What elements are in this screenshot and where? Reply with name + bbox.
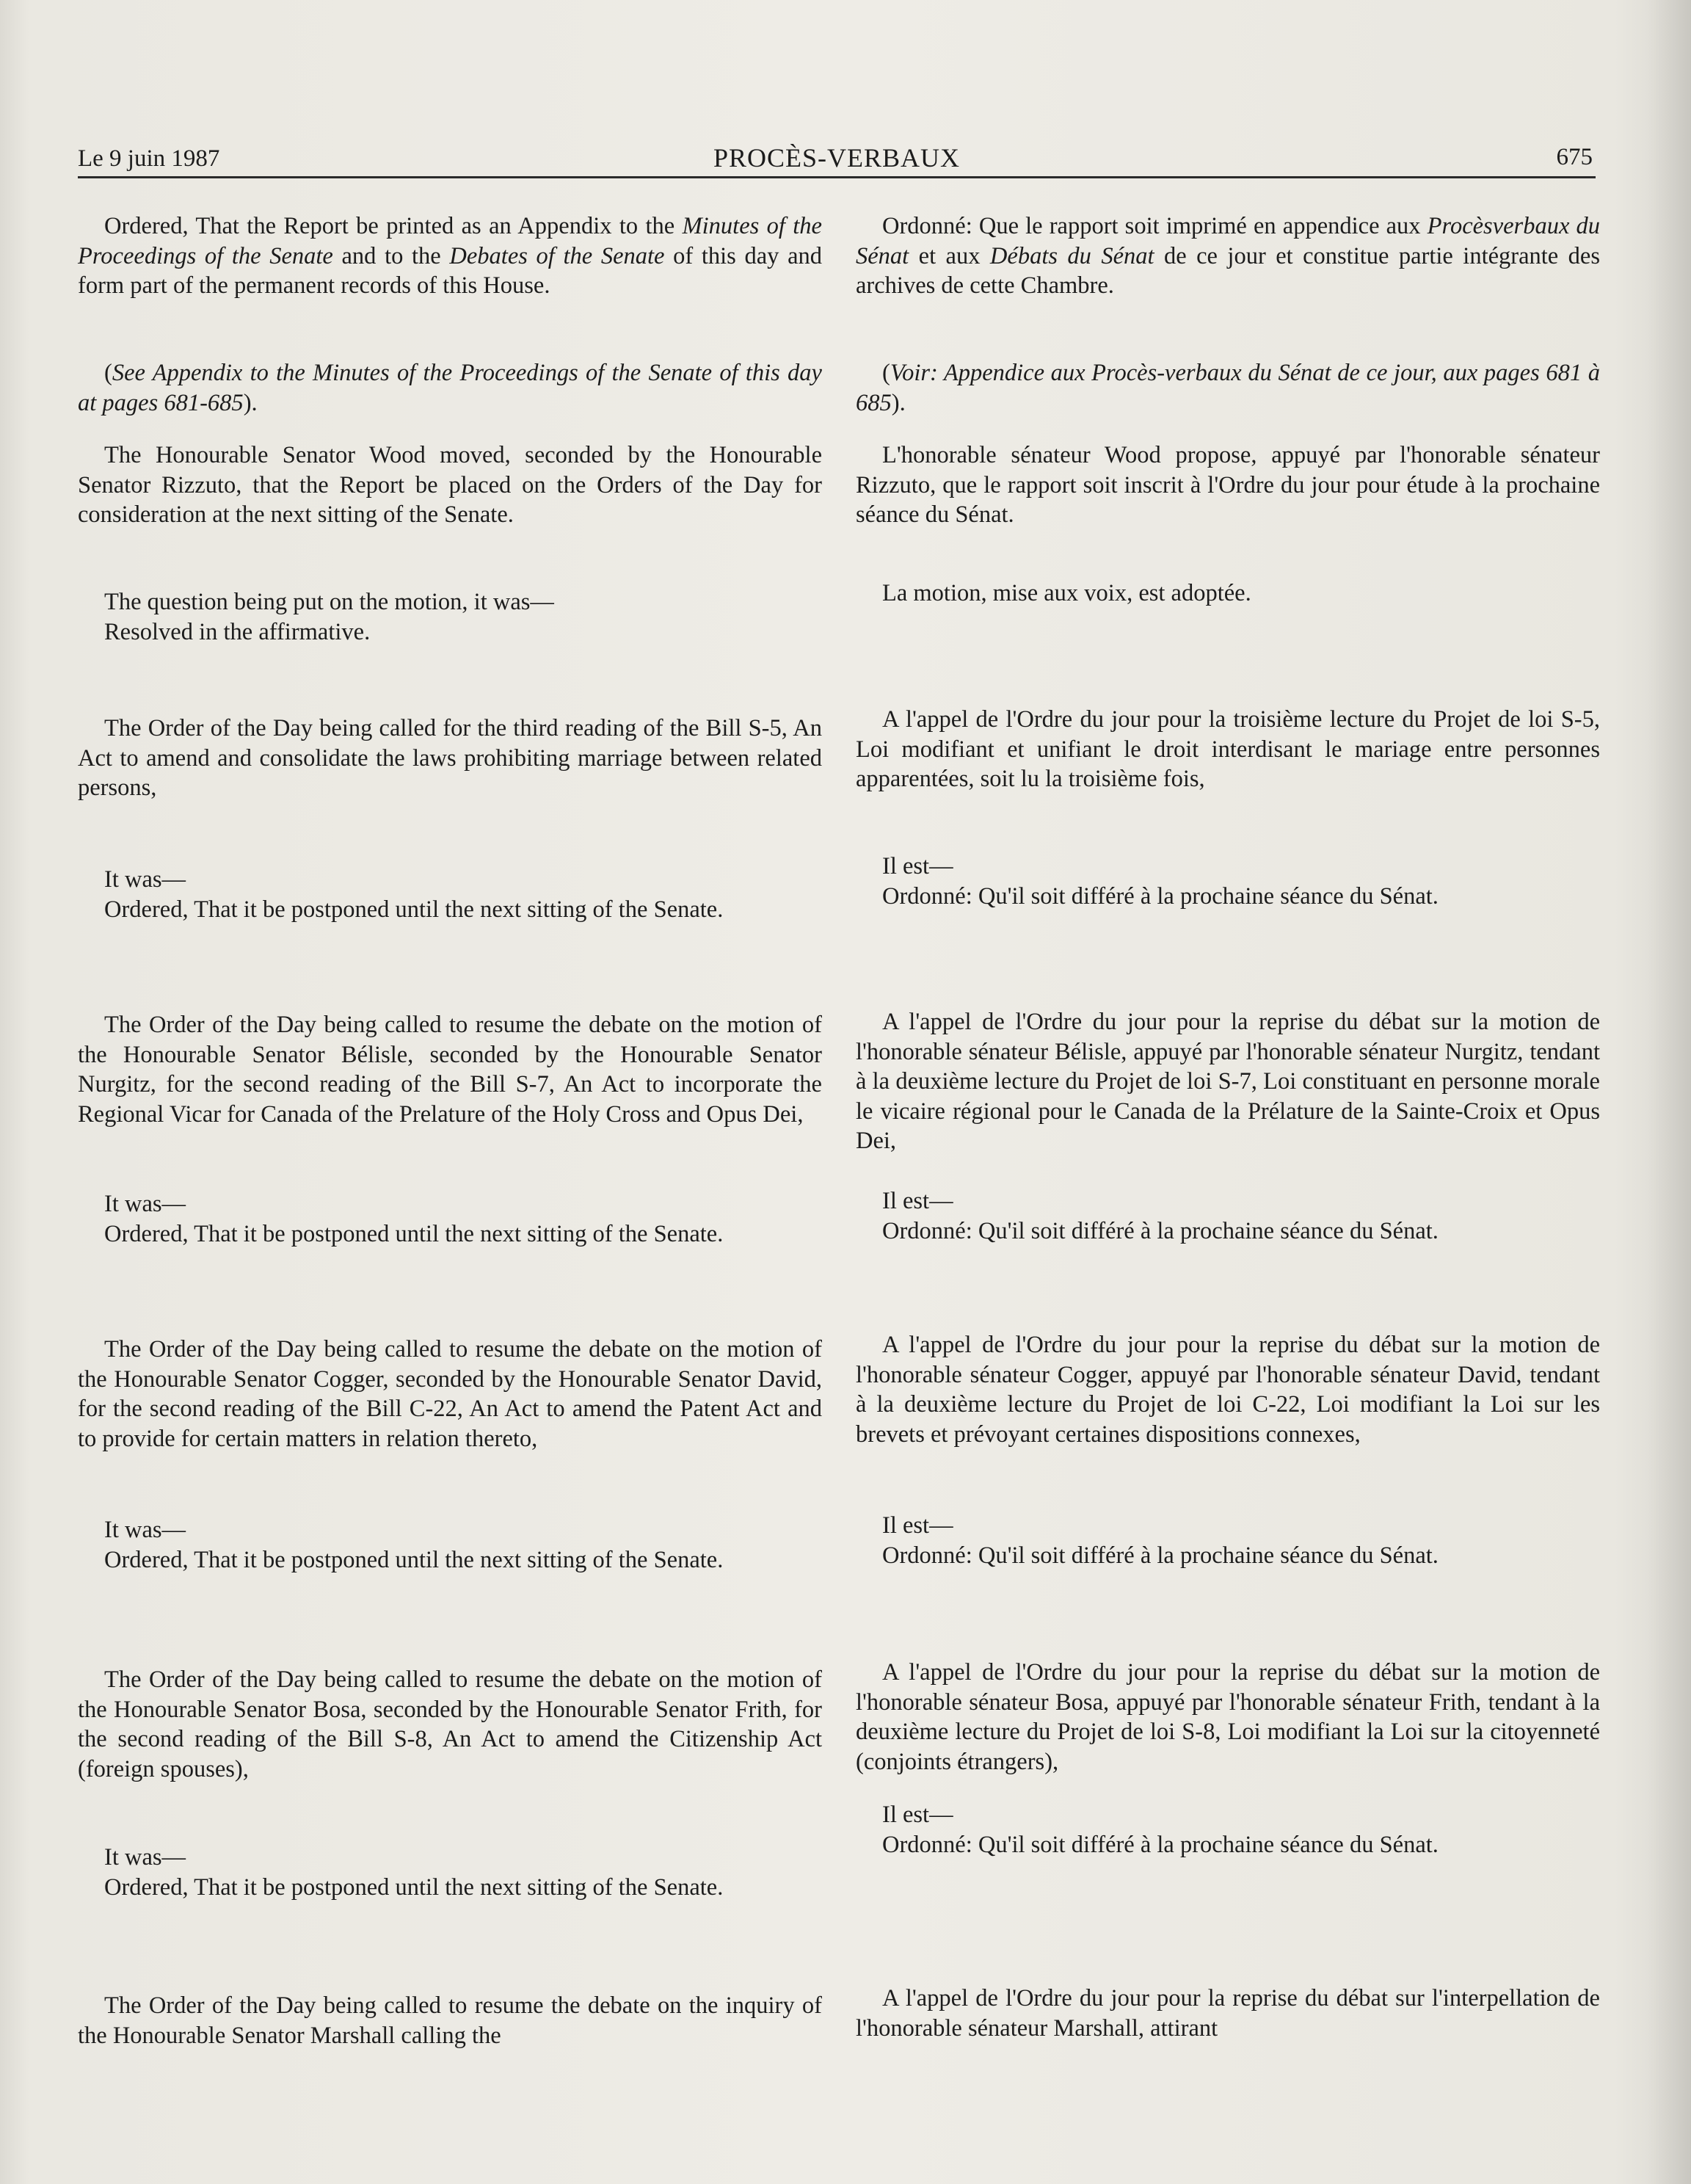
fr-differe-s7: Il est— Ordonné: Qu'il soit différé à la prochaine séance du Sénat. bbox=[882, 1188, 1439, 1244]
fr-interpellation-marshall: A l'appel de l'Ordre du jour pour la reprise du débat sur l'interpellation de l'honorable sénateur Marshall, attirant bbox=[856, 1985, 1600, 2042]
en-postponed-s8: It was— Ordered, That it be postponed until the next sitting of the Senate. bbox=[104, 1844, 724, 1901]
en-question-put: The question being put on the motion, it was— Resolved in the affirmative. bbox=[104, 589, 554, 645]
en-postponed-s7: It was— Ordered, That it be postponed until the next sitting of the Senate. bbox=[104, 1191, 724, 1247]
fr-motion-adoptee: La motion, mise aux voix, est adoptée. bbox=[882, 580, 1251, 606]
en-see-appendix: (See Appendix to the Minutes of the Proceedings of the Senate of this day at pages 681-685). bbox=[78, 360, 822, 416]
fr-differe-s5: Il est— Ordonné: Qu'il soit différé à la prochaine séance du Sénat. bbox=[882, 853, 1439, 910]
en-wood-motion: The Honourable Senator Wood moved, seconded by the Honourable Senator Rizzuto, that the Report be placed on the Orders of the Day for consideration at the next sitting of the Senate. bbox=[78, 442, 822, 528]
fr-projet-c22: A l'appel de l'Ordre du jour pour la reprise du débat sur la motion de l'honorable sénateur Cogger, appuyé par l'honorable sénateur David, tendant à la deuxième lecture du Projet de loi C-22, Loi modifiant la Loi sur les brevets et prévoyant certaines dispositions connexes, bbox=[856, 1332, 1600, 1448]
en-bill-s7: The Order of the Day being called to resume the debate on the motion of the Honourable Senator Bélisle, seconded by the Honourable Senator Nurgitz, for the second reading of the Bill S-7, An Act to incorporate the Regional Vicar for Canada of the Prelature of the Holy Cross and Opus Dei, bbox=[78, 1012, 822, 1128]
fr-ordonne-rapport: Ordonné: Que le rapport soit imprimé en appendice aux Procèsverbaux du Sénat et aux Débats du Sénat de ce jour et constitue partie intégrante des archives de cette Chambre. bbox=[856, 213, 1600, 299]
header-page-number: 675 bbox=[1556, 144, 1593, 170]
page-header bbox=[78, 139, 1596, 178]
en-ordered-report: Ordered, That the Report be printed as an Appendix to the Minutes of the Proceedings of the Senate and to the Debates of the Senate of this day and form part of the permanent records of this House. bbox=[78, 213, 822, 299]
en-inquiry-marshall: The Order of the Day being called to resume the debate on the inquiry of the Honourable Senator Marshall calling the bbox=[78, 1992, 822, 2049]
en-bill-s5: The Order of the Day being called for the third reading of the Bill S-5, An Act to amend and consolidate the laws prohibiting marriage between related persons, bbox=[78, 715, 822, 801]
en-bill-s8: The Order of the Day being called to resume the debate on the motion of the Honourable Senator Bosa, seconded by the Honourable Senator Frith, for the second reading of the Bill S-8, An Act to amend the Citizenship Act (foreign spouses), bbox=[78, 1666, 822, 1782]
fr-differe-c22: Il est— Ordonné: Qu'il soit différé à la prochaine séance du Sénat. bbox=[882, 1512, 1439, 1569]
en-postponed-s5: It was— Ordered, That it be postponed until the next sitting of the Senate. bbox=[104, 866, 724, 923]
en-postponed-c22: It was— Ordered, That it be postponed until the next sitting of the Senate. bbox=[104, 1517, 724, 1573]
fr-differe-s8: Il est— Ordonné: Qu'il soit différé à la prochaine séance du Sénat. bbox=[882, 1802, 1439, 1858]
fr-projet-s8: A l'appel de l'Ordre du jour pour la reprise du débat sur la motion de l'honorable sénateur Bosa, appuyé par l'honorable sénateur Frith, tendant à la deuxième lecture du Projet de loi S-8, Loi modifiant la Loi sur la citoyenneté (conjoints étrangers), bbox=[856, 1659, 1600, 1775]
header-date: Le 9 juin 1987 bbox=[78, 145, 220, 172]
fr-voir-appendice: (Voir: Appendice aux Procès-verbaux du Sénat de ce jour, aux pages 681 à 685). bbox=[856, 360, 1600, 416]
header-title: PROCÈS-VERBAUX bbox=[713, 143, 961, 173]
fr-wood-propose: L'honorable sénateur Wood propose, appuyé par l'honorable sénateur Rizzuto, que le rapport soit inscrit à l'Ordre du jour pour étude à la prochaine séance du Sénat. bbox=[856, 442, 1600, 528]
fr-projet-s7: A l'appel de l'Ordre du jour pour la reprise du débat sur la motion de l'honorable sénateur Bélisle, appuyé par l'honorable sénateur Nurgitz, tendant à la deuxième lecture du Projet de loi S-7, Loi constituant en personne morale le vicaire régional pour le Canada de la Prélature de la Sainte-Croix et Opus Dei, bbox=[856, 1009, 1600, 1154]
en-bill-c22: The Order of the Day being called to resume the debate on the motion of the Honourable Senator Cogger, seconded by the Honourable Senator David, for the second reading of the Bill C-22, An Act to amend the Patent Act and to provide for certain matters in relation thereto, bbox=[78, 1336, 822, 1452]
page-gutter-shadow bbox=[1647, 0, 1691, 2184]
fr-projet-s5: A l'appel de l'Ordre du jour pour la troisième lecture du Projet de loi S-5, Loi modifiant et unifiant le droit interdisant le mariage entre personnes apparentées, soit lu la troisième fois, bbox=[856, 706, 1600, 792]
